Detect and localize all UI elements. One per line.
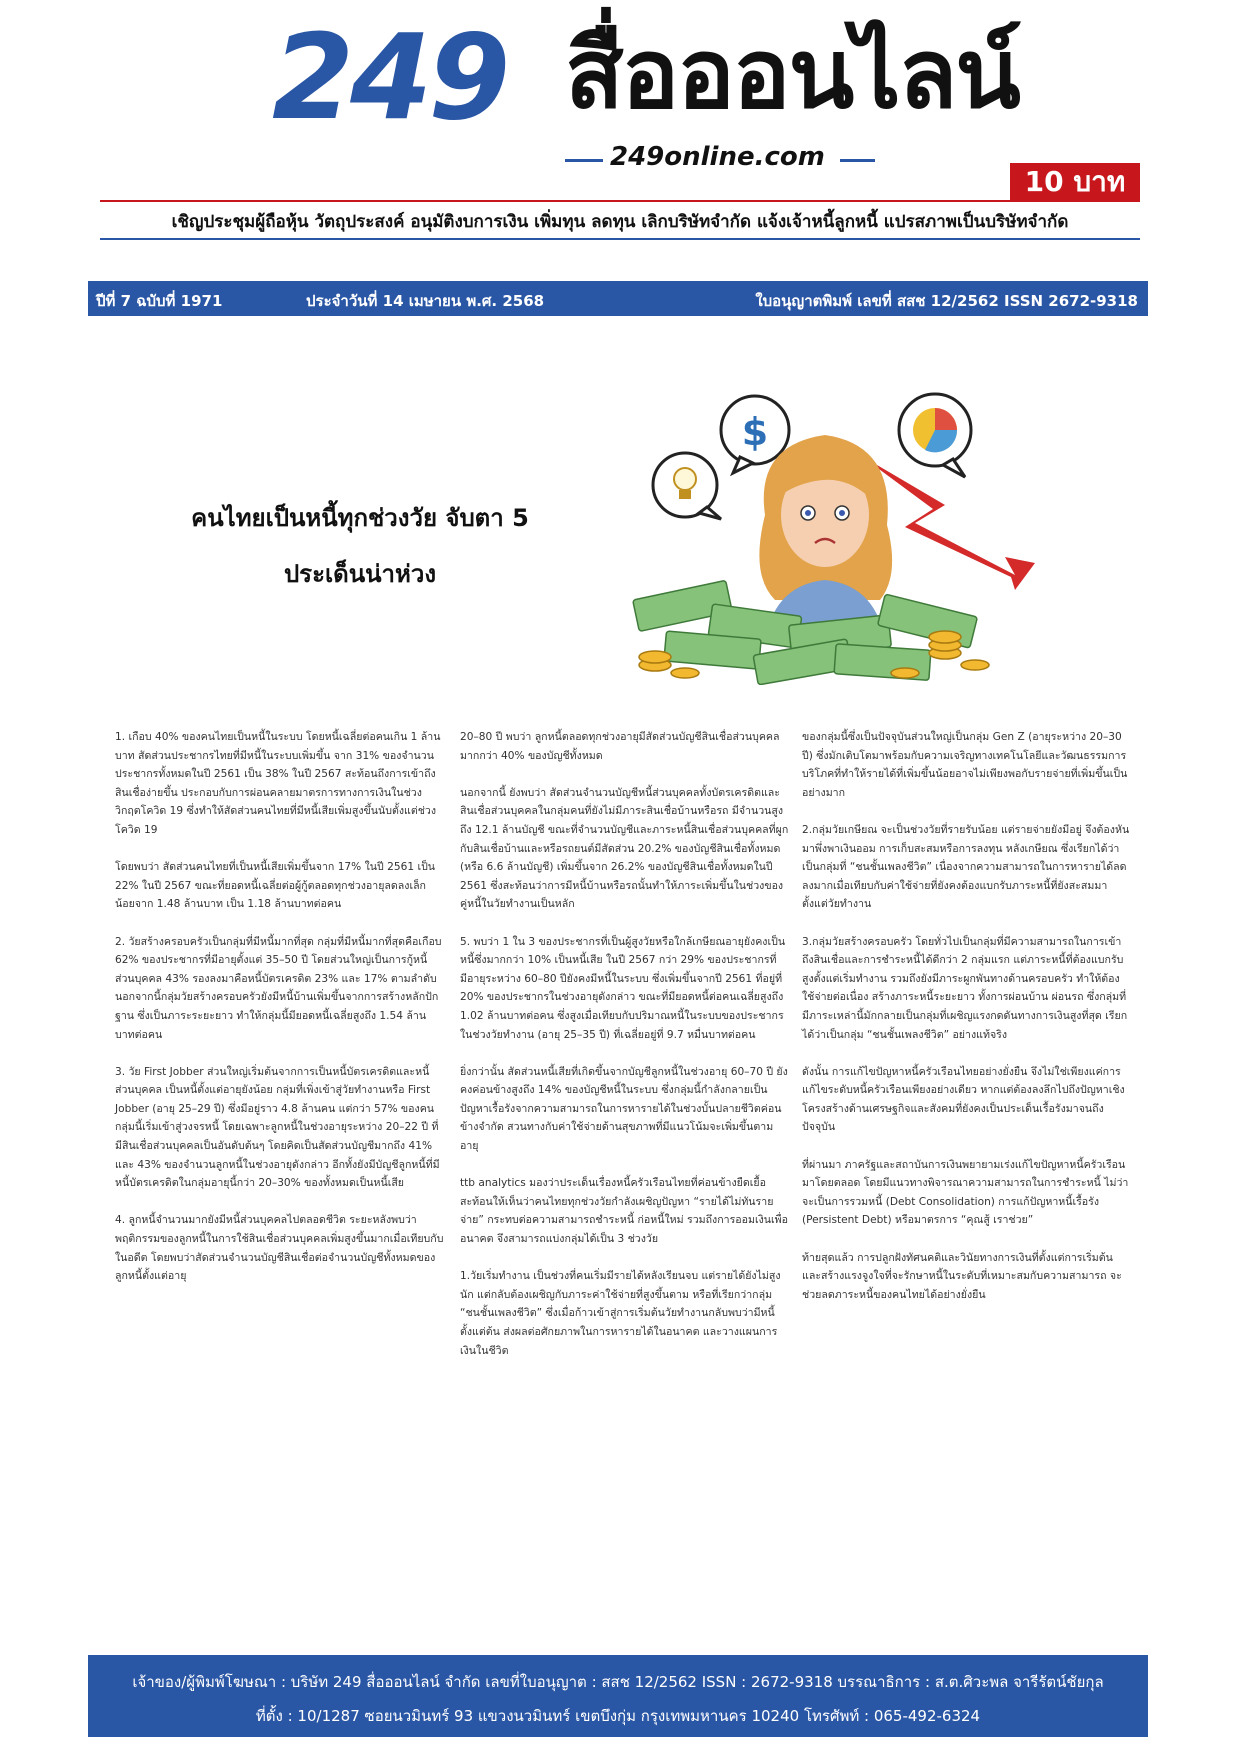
- logo-website: 249online.com: [610, 142, 825, 172]
- article-headline: [120, 490, 600, 602]
- masthead-red-rule: [100, 200, 1140, 202]
- svg-text:$: $: [741, 410, 769, 454]
- issue-volume: ปีที่ 7 ฉบับที่ 1971: [96, 292, 223, 310]
- worried-woman-money-illustration: [615, 385, 1080, 685]
- issue-bar: [88, 281, 1148, 316]
- article-paragraph: ดังนั้น การแก้ไขปัญหาหนี้ครัวเรือนไทยอย่างยั่งยืน จึงไม่ใช่เพียงแค่การแก้ไขระดับหนี้ครัวเรือนเพียงอย่างเดียว หากแต่ต้องลงลึกไปถึงปัญหาเชิงโครงสร้างด้านเศรษฐกิจและสังคมที่ยังคงเป็นประเด็นเรื้อรังมาจนถึงปัจจุบัน: [802, 1065, 1125, 1134]
- article-paragraph: 4. ลูกหนี้จำนวนมากยังมีหนี้ส่วนบุคคลไปตลอดชีวิต ระยะหลังพบว่าพฤติกรรมของลูกหนี้ในการใช้สินเชื่อส่วนบุคคลเพิ่มสูงขึ้นมากเมื่อเทียบกับในอดีต โดยพบว่าสัดส่วนจำนวนบัญชีสินเชื่อต่อจำนวนบัญชีทั้งหมดของลูกหนี้ตั้งแต่อายุ: [115, 1214, 444, 1283]
- article-column-2: [460, 728, 790, 1379]
- article-paragraph: 2.กลุ่มวัยเกษียณ จะเป็นช่วงวัยที่รายรับน้อย แต่รายจ่ายยังมีอยู่ จึงต้องหันมาพึ่งพาเงินออม การเก็บสะสมหรือการลงทุน หลังเกษียณ ซึ่งเรียกได้ว่าเป็นกลุ่มที่ “ชนชั้นเพลงชีวิต” เนื่องจากความสามารถในการหารายได้ลดลงมากเมื่อเทียบกับค่าใช้จ่ายที่ยังคงต้องแบกรับภาระหนี้ที่ยังสะสมมาตั้งแต่วัยทำงาน: [802, 823, 1130, 911]
- headline-line-1: คนไทยเป็นหนี้ทุกช่วงวัย จับตา 5: [191, 504, 529, 532]
- masthead-tagline: เชิญประชุมผู้ถือหุ้น วัตถุประสงค์ อนุมัติงบการเงิน เพิ่มทุน ลดทุน เลิกบริษัทจำกัด แจ้งเจ้าหนี้ลูกหนี้ แปรสภาพเป็นบริษัทจำกัด: [171, 212, 1069, 232]
- article-paragraph: 3. วัย First Jobber ส่วนใหญ่เริ่มต้นจากการเป็นหนี้บัตรเครดิตและหนี้ส่วนบุคคล เป็นหนี้ตั้งแต่อายุยังน้อย กลุ่มที่เพิ่งเข้าสู่วัยทำงานหรือ First Jobber (อายุ 25–29 ปี) ซึ่งมีอยู่ราว 4.8 ล้านคน แต่กว่า 57% ของคนกลุ่มนี้เริ่มเข้าสู่วงจรหนี้ โดยเฉพาะลูกหนี้ในช่วงอายุระหว่าง 20–22 ปี ที่มีสินเชื่อส่วนบุคคลเป็นอันดับต้นๆ โดยคิดเป็นสัดส่วนบัญชีมากถึง 41% และ 43% ของจำนวนลูกหนี้ในช่วงอายุดังกล่าว อีกทั้งยังมีบัญชีลูกหนี้ที่มีหนี้บัตรเครดิตในกลุ่มอายุนี้กว่า 20–30% ของทั้งหมดเป็นหนี้เสีย: [115, 1065, 440, 1190]
- footer-publisher: เจ้าของ/ผู้พิมพ์โฆษณา : บริษัท 249 สื่อออนไลน์ จำกัด เลขที่ใบอนุญาต : สสช 12/2562 ISSN : 2672-9318 บรรณาธิการ : ส.ต.ศิวะพล จารีรัตน์ชัยกุล: [132, 1673, 1104, 1691]
- logo-thai-text: สื่อออนไลน์: [565, 18, 1019, 130]
- logo-dash-left: [565, 159, 603, 162]
- article-column-3: [802, 728, 1132, 1323]
- pie-chart-bubble-icon: [899, 394, 971, 477]
- article-paragraph: ยิ่งกว่านั้น สัดส่วนหนี้เสียที่เกิดขึ้นจากบัญชีลูกหนี้ในช่วงอายุ 60–70 ปี ยังคงค่อนข้างสูงถึง 14% ของบัญชีหนี้ในระบบ ซึ่งกลุ่มนี้กำลังกลายเป็นปัญหาเรื้อรังจากความสามารถในการหารายได้ในช่วงบั้นปลายชีวิตค่อนข้างจำกัด สวนทางกับค่าใช้จ่ายด้านสุขภาพที่มีแนวโน้มจะเพิ่มขึ้นตามอายุ: [460, 1065, 788, 1153]
- issue-date: ประจำวันที่ 14 เมษายน พ.ศ. 2568: [306, 292, 545, 310]
- article-paragraph: 1. เกือบ 40% ของคนไทยเป็นหนี้ในระบบ โดยหนี้เฉลี่ยต่อคนเกิน 1 ล้านบาท สัดส่วนประชากรไทยที่มีหนี้ในระบบเพิ่มขึ้น จาก 31% ของจำนวนประชากรทั้งหมดในปี 2561 เป็น 38% ในปี 2567 สะท้อนถึงการเข้าถึงสินเชื่อง่ายขึ้น ประกอบกับการผ่อนคลายมาตรการทางการเงินในช่วงวิกฤตโควิด 19 ซึ่งทำให้สัดส่วนคนไทยที่มีหนี้เสียเพิ่มสูงขึ้นนับตั้งแต่ช่วงโควิด 19: [115, 731, 441, 836]
- price-badge: 10 บาท: [1010, 163, 1140, 201]
- article-paragraph: 3.กลุ่มวัยสร้างครอบครัว โดยทั่วไปเป็นกลุ่มที่มีความสามารถในการเข้าถึงสินเชื่อและการชำระหนี้ได้ดีกว่า 2 กลุ่มแรก แต่ภาระหนี้ที่ต้องแบกรับสูงตั้งแต่เริ่มทำงาน รวมถึงยังมีภาระผูกพันทางด้านครอบครัว ทำให้ต้องใช้จ่ายต่อเนื่อง สร้างภาระหนี้ระยะยาว ทั้งการผ่อนบ้าน ผ่อนรถ ซึ่งกลุ่มที่มีภาระเหล่านี้มักกลายเป็นกลุ่มที่เผชิญแรงกดดันทางการเงินสูงที่สุด เรียกได้ว่าเป็นกลุ่ม “ชนชั้นเพลงชีวิต” อย่างแท้จริง: [802, 935, 1128, 1041]
- article-paragraph: 1.วัยเริ่มทำงาน เป็นช่วงที่คนเริ่มมีรายได้หลังเรียนจบ แต่รายได้ยังไม่สูงนัก แต่กลับต้องเผชิญกับภาระค่าใช้จ่ายที่สูงขึ้นตาม หรือที่เรียกว่ากลุ่ม “ชนชั้นเพลงชีวิต” ซึ่งเมื่อก้าวเข้าสู่การเริ่มต้นวัยทำงานกลับพบว่ามีหนี้ตั้งแต่ต้น ส่งผลต่อศักยภาพในการหารายได้ในอนาคต และวางแผนการเงินในชีวิต: [460, 1270, 781, 1357]
- masthead-blue-rule: [100, 238, 1140, 240]
- article-paragraph: 2. วัยสร้างครอบครัวเป็นกลุ่มที่มีหนี้มากที่สุด กลุ่มที่มีหนี้มากที่สุดคือเกือบ 62% ของประชากรที่มีอายุตั้งแต่ 35–50 ปี โดยส่วนใหญ่เป็นการกู้หนี้ส่วนบุคคล 43% รองลงมาคือหนี้บัตรเครดิต 23% และ 17% ตามลำดับ นอกจากนี้กลุ่มวัยสร้างครอบครัวยังมีหนี้บ้านเพิ่มขึ้นจากการสร้างหลักปักฐาน ซึ่งเป็นภาระระยะยาว ทำให้กลุ่มนี้มียอดหนี้เฉลี่ยสูงถึง 1.54 ล้านบาทต่อคน: [115, 935, 442, 1041]
- headline-line-2: ประเด็นน่าห่วง: [283, 560, 437, 588]
- footer-address: ที่ตั้ง : 10/1287 ซอยนวมินทร์ 93 แขวงนวมินทร์ เขตบึงกุ่ม กรุงเทพมหานคร 10240 โทรศัพท์ : 065-492-6324: [255, 1707, 981, 1725]
- footer-bar: [88, 1655, 1148, 1737]
- article-paragraph: นอกจากนี้ ยังพบว่า สัดส่วนจำนวนบัญชีหนี้ส่วนบุคคลทั้งบัตรเครดิตและสินเชื่อส่วนบุคคลในกลุ่มคนที่ยังไม่มีภาระสินเชื่อบ้านหรือรถ มีจำนวนสูงถึง 12.1 ล้านบัญชี ขณะที่จำนวนบัญชีและภาระหนี้สินเชื่อส่วนบุคคลที่ผูกกับสินเชื่อบ้านและหรือรถยนต์มีสัดส่วน 20.2% ของบัญชีสินเชื่อทั้งหมด (หรือ 6.6 ล้านบัญชี) เพิ่มขึ้นจาก 26.2% ของบัญชีสินเชื่อทั้งหมดในปี 2561 ซึ่งสะท้อนว่าการมีหนี้บ้านหรือรถนั้นทำให้ภาระเพิ่มขึ้นในช่วงของคู่หนี้ในวัยทำงานเป็นหลัก: [460, 786, 789, 911]
- article-column-1: [115, 728, 445, 1304]
- issue-license: ใบอนุญาตพิมพ์ เลขที่ สสช 12/2562 ISSN 2672-9318: [755, 292, 1138, 310]
- article-paragraph: โดยพบว่า สัดส่วนคนไทยที่เป็นหนี้เสียเพิ่มขึ้นจาก 17% ในปี 2561 เป็น 22% ในปี 2567 ขณะที่ยอดหนี้เฉลี่ยต่อผู้กู้ตลอดทุกช่วงอายุลดลงเล็กน้อยจาก 1.48 ล้านบาท เป็น 1.18 ล้านบาทต่อคน: [115, 861, 436, 911]
- article-paragraph: 5. พบว่า 1 ใน 3 ของประชากรที่เป็นผู้สูงวัยหรือใกล้เกษียณอายุยังคงเป็นหนี้ซึ่งมากกว่า 10% เป็นหนี้เสีย ในปี 2567 กว่า 29% ของประชากรที่มีอายุระหว่าง 60–80 ปียังคงมีหนี้ในระบบ ซึ่งเพิ่มขึ้นจากปี 2561 ที่อยู่ที่ 20% ของประชากรในช่วงอายุดังกล่าว ขณะที่มียอดหนี้ต่อคนเฉลี่ยสูงถึง 1.02 ล้านบาทต่อคน ซึ่งสูงเมื่อเทียบกับปริมาณหนี้ในระบบของประชากรในช่วงวัยทำงาน (อายุ 25–35 ปี) ที่เฉลี่ยอยู่ที่ 9.7 หมื่นบาทต่อคน: [460, 935, 786, 1041]
- article-paragraph: 20–80 ปี พบว่า ลูกหนี้ตลอดทุกช่วงอายุมีสัดส่วนบัญชีสินเชื่อส่วนบุคคลมากกว่า 40% ของบัญชีทั้งหมด: [460, 731, 780, 762]
- article-paragraph: ttb analytics มองว่าประเด็นเรื่องหนี้ครัวเรือนไทยที่ค่อนข้างยืดเยื้อ สะท้อนให้เห็นว่าคนไทยทุกช่วงวัยกำลังเผชิญปัญหา “รายได้ไม่ทันรายจ่าย” กระทบต่อความสามารถชำระหนี้ ก่อหนี้ใหม่ รวมถึงการออมเงินเพื่ออนาคต จึงสามารถแบ่งกลุ่มได้เป็น 3 ช่วงวัย: [460, 1177, 788, 1246]
- woman-figure: [759, 435, 892, 640]
- article-paragraph: ท้ายสุดแล้ว การปลูกฝังทัศนคติและวินัยทางการเงินที่ตั้งแต่การเริ่มต้น และสร้างแรงจูงใจที่จะรักษาหนี้ในระดับที่เหมาะสมกับความสามารถ จะช่วยลดภาระหนี้ของคนไทยได้อย่างยั่งยืน: [802, 1251, 1122, 1301]
- article-paragraph: ที่ผ่านมา ภาครัฐและสถาบันการเงินพยายามเร่งแก้ไขปัญหาหนี้ครัวเรือนมาโดยตลอด โดยมีแนวทางพิจารณาความสามารถในการชำระหนี้ ไม่ว่าจะเป็นการรวมหนี้ (Debt Consolidation) การแก้ปัญหาหนี้เรื้อรัง (Persistent Debt) หรือมาตรการ “คุณสู้ เราช่วย”: [802, 1158, 1129, 1227]
- logo-dash-right: [840, 159, 875, 162]
- lightbulb-bubble-icon: [653, 453, 721, 519]
- logo-number: 249: [272, 8, 507, 146]
- article-paragraph: ของกลุ่มนี้ซึ่งเป็นปัจจุบันส่วนใหญ่เป็นกลุ่ม Gen Z (อายุระหว่าง 20–30 ปี) ซึ่งมักเติบโตมาพร้อมกับความเจริญทางเทคโนโลยีและวัฒนธรรมการบริโภคที่ทำให้รายได้ที่เพิ่มขึ้นน้อยอาจไม่เพียงพอกับรายจ่ายที่เพิ่มขึ้นเป็นอย่างมาก: [802, 731, 1128, 799]
